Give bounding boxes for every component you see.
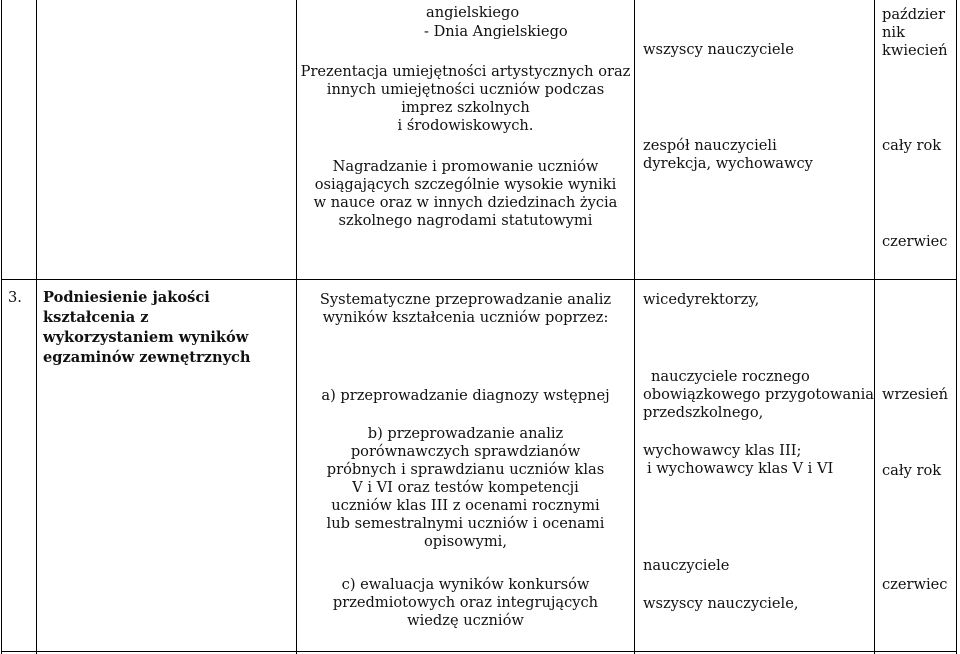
responsible-line: wszyscy nauczyciele,	[643, 595, 799, 612]
task-line: Prezentacja umiejętności artystycznych oraz	[300, 63, 631, 80]
goal-line: wykorzystaniem wyników	[43, 329, 249, 346]
responsible-line: nauczyciele	[643, 557, 730, 574]
task-line: a) przeprowadzanie diagnozy wstępnej	[321, 387, 610, 404]
responsible-line: nauczyciele rocznego	[651, 368, 810, 385]
task-line: b) przeprowadzanie analiz	[367, 425, 564, 442]
term-line: paździer	[882, 6, 946, 23]
term-line: kwiecień	[882, 42, 948, 59]
responsible-line: wychowawcy klas III;	[643, 442, 802, 459]
row-separator	[1, 279, 957, 280]
task-line: lub semestralnymi uczniów i ocenami	[326, 515, 605, 532]
task-line: osiągających szczególnie wysokie wyniki	[314, 176, 617, 193]
task-line: wiedzę uczniów	[407, 612, 524, 629]
goal-line: egzaminów zewnętrznych	[43, 349, 251, 366]
task-line: opisowymi,	[424, 533, 507, 550]
task-line: wyników kształcenia uczniów poprzez:	[322, 309, 609, 326]
term-line: czerwiec	[882, 576, 948, 593]
task-line: innych umiejętności uczniów podczas	[326, 81, 605, 98]
task-line: angielskiego	[426, 4, 520, 21]
responsible-line: obowiązkowego przygotowania	[643, 386, 874, 403]
term-line: czerwiec	[882, 233, 948, 250]
table-border-bottom	[1, 651, 957, 652]
task-line: Systematyczne przeprowadzanie analiz	[319, 291, 612, 308]
table-border-right	[956, 0, 957, 654]
responsible-line: i wychowawcy klas V i VI	[647, 460, 834, 477]
table-divider-responsible	[874, 0, 875, 654]
table-divider-tasks	[634, 0, 635, 654]
row-number: 3.	[8, 289, 22, 306]
term-line: cały rok	[882, 137, 942, 154]
task-line: porównawczych sprawdzianów	[350, 443, 581, 460]
term-line: cały rok	[882, 462, 942, 479]
table-divider-number	[36, 0, 37, 654]
task-line: imprez szkolnych	[401, 99, 530, 116]
task-line: przedmiotowych oraz integrujących	[332, 594, 599, 611]
task-line: Nagradzanie i promowanie uczniów	[332, 158, 599, 175]
table-border-left	[1, 0, 2, 654]
responsible-line: wicedyrektorzy,	[643, 291, 760, 308]
task-line: - Dnia Angielskiego	[424, 23, 568, 40]
task-line: c) ewaluacja wyników konkursów	[341, 576, 590, 593]
responsible-line: wszyscy nauczyciele	[643, 41, 794, 58]
task-line: i środowiskowych.	[397, 117, 534, 134]
task-line: szkolnego nagrodami statutowymi	[338, 212, 593, 229]
responsible-line: zespół nauczycieli	[643, 137, 777, 154]
task-line: w nauce oraz w innych dziedzinach życia	[313, 194, 618, 211]
responsible-line: dyrekcja, wychowawcy	[643, 155, 813, 172]
term-line: wrzesień	[882, 386, 948, 403]
responsible-line: przedszkolnego,	[643, 404, 764, 421]
term-line: nik	[882, 24, 905, 41]
task-line: próbnych i sprawdzianu uczniów klas	[326, 461, 605, 478]
task-line: uczniów klas III z ocenami rocznymi	[331, 497, 600, 514]
task-line: V i VI oraz testów kompetencji	[352, 479, 579, 496]
goal-line: Podniesienie jakości	[43, 289, 210, 306]
goal-line: kształcenia z	[43, 309, 149, 326]
